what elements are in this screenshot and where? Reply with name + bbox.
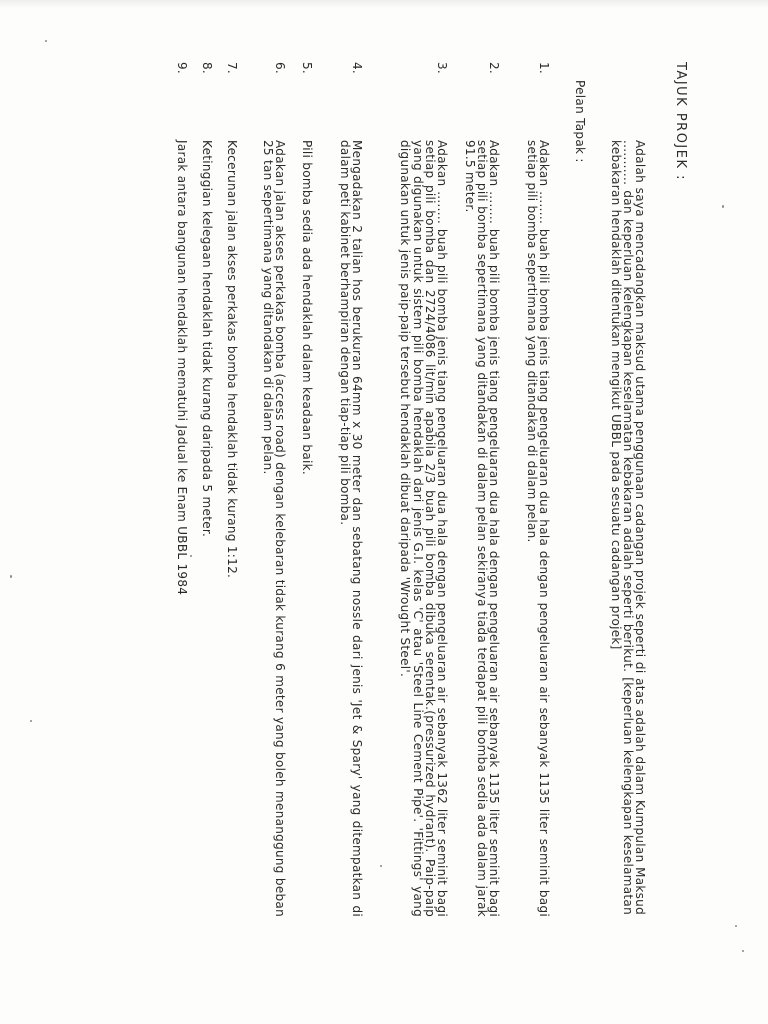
item-number: 4. bbox=[350, 62, 364, 75]
item-text: Mengadakan 2 talian hos berukuran 64mm x 30 meter dan sebatang nossle dari jenis 'Jet & Spary' yang ditempatkan di dalam peti kabinet berhampiran dengan tiap-tiap pili bomba. bbox=[337, 140, 364, 917]
item-number: 2. bbox=[487, 62, 501, 75]
item-number: 3. bbox=[435, 62, 449, 75]
item-text: Jarak antara bangunan hendaklah mematuhi Jadual ke Enam UBBL 1984 bbox=[175, 140, 189, 596]
item-text: Adakan jalan akses perkakas bomba (access road) dengan kelebaran tidak kurang 6 meter yang boleh menanggung beban 25 tan sepertimana yang ditandakan di dalam pelan. bbox=[260, 140, 287, 917]
item-number: 7. bbox=[225, 62, 239, 75]
item-text: Adakan ........ buah pili bomba jenis tiang pengeluaran dua hala dengan pengeluaran air sebanyak 1362 liter seminit bagi setiap pili bomba dan 2724/4086 lit/min apabila 2/3 buah pili bomba dibuka serentak.(pressurized hydrant). Paip-paip yang digunakan untuk sistem pili bomba hendaklah dari jenis G.I. kelas 'C' atau 'Steel Line Cement Pipe'. 'Fittings' yang digunakan untuk jenis paip-paip tersebut hendaklah dibuat daripada 'Wrought Steel'. bbox=[398, 140, 449, 917]
item-text: Pili bomba sedia ada hendaklah dalam keadaan baik. bbox=[300, 140, 314, 475]
section-heading: Pelan Tapak : bbox=[573, 80, 587, 163]
item-number: 8. bbox=[200, 62, 214, 75]
item-number: 5. bbox=[300, 62, 314, 75]
item-number: 1. bbox=[537, 62, 551, 75]
item-number: 9. bbox=[175, 62, 189, 75]
item-text: Kecerunan jalan akses perkakas bomba hendaklah tidak kurang 1:12. bbox=[225, 140, 239, 579]
item-text: Adakan ........ buah pili bomba jenis tiang pengeluaran dua hala dengan pengeluaran air sebanyak 1135 liter seminit bagi setiap pili bomba sepertimana yang ditandakan di dalam pelan. bbox=[524, 140, 551, 917]
item-text: Ketinggian kelegaan hendaklah tidak kurang daripada 5 meter. bbox=[200, 140, 214, 538]
item-text: Adakan ........ buah pili bomba jenis tiang pengeluaran dua hala dengan pengeluaran air sebanyak 1135 liter seminit bagi setiap pili bomba sepertimana yang ditandakan di dalam pelan sekiranya tiada terdapat pili bomba sedia ada dalam jarak 91.5 meter. bbox=[462, 140, 501, 917]
intro-paragraph: Adalah saya mencadangkan maksud utama penggunaan cadangan projek seperti di atas adalah dalam Kumpulan Maksud ........... dan keperluan kelengkapan keselamatan kebakaran adalah seperti berikut. [keperluan kelengkapan keselamatan kebakaran hendaklah ditentukan mengikut UBBL pada sesuatu cadangan projek] bbox=[608, 140, 647, 915]
item-number: 6. bbox=[273, 62, 287, 75]
document-title: TAJUK PROJEK : bbox=[673, 62, 688, 182]
